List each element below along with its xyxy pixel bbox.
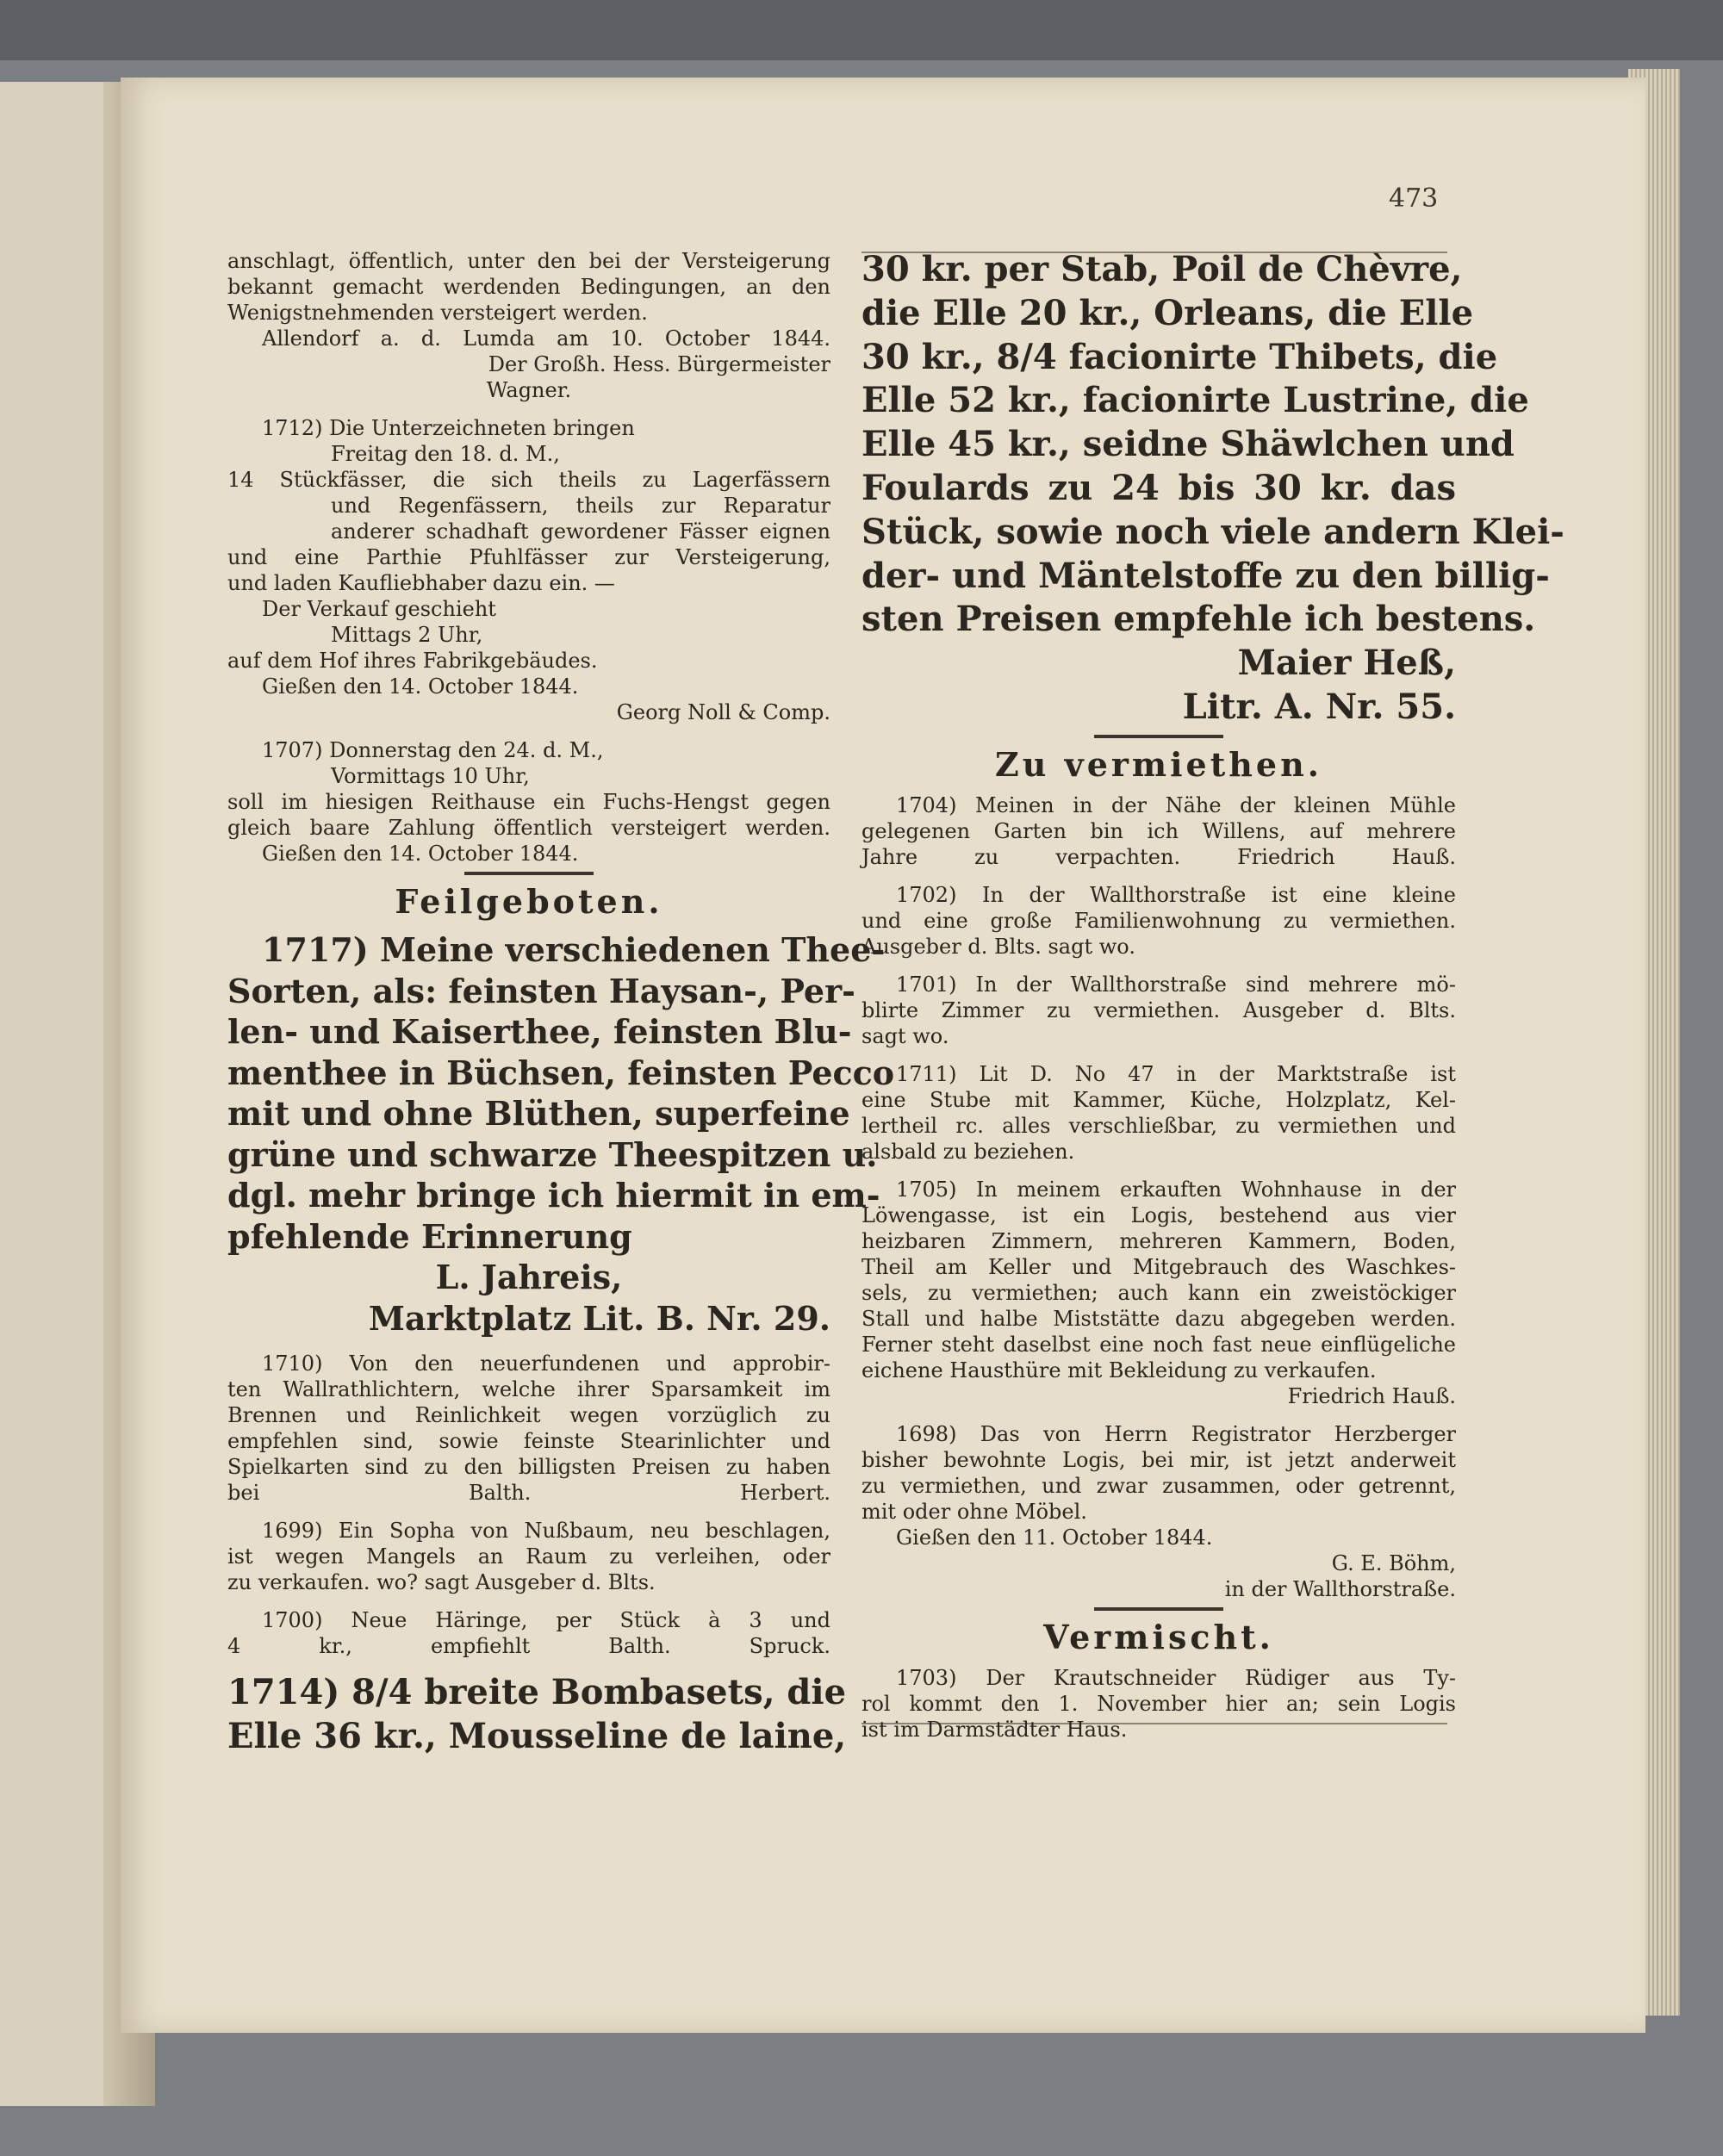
text-line: Theil am Keller und Mitgebrauch des Waschkes-: [862, 1254, 1456, 1279]
text-line: 1705) In meinem erkauften Wohnhause in der: [896, 1177, 1456, 1202]
ad-1707: [227, 737, 830, 867]
text-line: Wenigstnehmenden versteigert werden.: [227, 301, 648, 325]
text-line: Jahre zu verpachten. Friedrich Hauß.: [862, 844, 1456, 869]
text-line: 1702) In der Wallthorstraße ist eine kleine: [896, 882, 1456, 907]
text-line: Sorten, als: feinsten Haysan-, Per-: [227, 971, 855, 1010]
right-column: [862, 248, 1564, 1743]
text-line: Mittags 2 Uhr,: [331, 623, 483, 647]
text-line: 1704) Meinen in der Nähe der kleinen Mühle: [896, 792, 1456, 817]
signature: Georg Noll & Comp.: [616, 700, 830, 724]
text-line: pfehlende Erinnerung: [227, 1216, 632, 1256]
scan-background: [0, 0, 1723, 60]
text-line: 1707) Donnerstag den 24. d. M.,: [262, 738, 604, 762]
text-line: 1717) Meine verschiedenen Thee-: [262, 930, 886, 969]
text-line: heizbaren Zimmern, mehreren Kammern, Boden,: [862, 1228, 1456, 1253]
section-rule: [1094, 735, 1223, 738]
text-line: Vormittags 10 Uhr,: [331, 764, 530, 788]
text-line: ist wegen Mangels an Raum zu verleihen, oder: [227, 1544, 830, 1569]
text-line: alsbald zu beziehen.: [862, 1139, 1075, 1164]
text-line: Brennen und Reinlichkeit wegen vorzüglich zu: [227, 1403, 830, 1427]
text-line: bekannt gemacht werdenden Bedingungen, an den: [227, 275, 830, 299]
signature: Wagner.: [486, 378, 572, 402]
text-line: gleich baare Zahlung öffentlich versteigert werden.: [227, 816, 830, 840]
text-line: Der Verkauf geschieht: [262, 597, 496, 621]
text-line: Stall und halbe Miststätte dazu abgegeben werden.: [862, 1306, 1456, 1331]
ad-1703: [862, 1665, 1456, 1743]
ad-1714-continued: [862, 248, 1564, 730]
text-line: der- und Mäntelstoffe zu den billig-: [862, 555, 1550, 596]
text-line: zu verkaufen. wo? sagt Ausgeber d. Blts.: [227, 1570, 656, 1594]
text-line: Elle 45 kr., seidne Shäwlchen und: [862, 424, 1515, 465]
text-line: Gießen den 11. October 1844.: [896, 1525, 1213, 1550]
text-line: 30 kr., 8/4 facionirte Thibets, die: [862, 336, 1498, 377]
text-line: Löwengasse, ist ein Logis, bestehend aus vier: [862, 1202, 1456, 1227]
address: in der Wallthorstraße.: [1224, 1576, 1456, 1601]
text-line: Gießen den 14. October 1844.: [262, 842, 579, 866]
text-line: Allendorf a. d. Lumda am 10. October 1844.: [262, 326, 830, 351]
ad-1698: [862, 1421, 1456, 1602]
text-line: Der Großh. Hess. Bürgermeister: [488, 352, 830, 376]
ad-1704: [862, 792, 1456, 870]
text-line: und eine große Familienwohnung zu vermiethen.: [862, 908, 1456, 933]
text-line: sagt wo.: [862, 1023, 949, 1048]
text-line: Ferner steht daselbst eine noch fast neue einflügeliche: [862, 1332, 1456, 1357]
text-line: zu vermiethen, und zwar zusammen, oder getrennt,: [862, 1473, 1456, 1498]
text-line: bei Balth. Herbert.: [227, 1481, 830, 1505]
text-line: lertheil rc. alles verschließbar, zu vermiethen und: [862, 1113, 1456, 1138]
text-line: sten Preisen empfehle ich bestens.: [862, 599, 1536, 640]
text-line: 1699) Ein Sopha von Nußbaum, neu beschlagen,: [262, 1519, 830, 1543]
text-line: Foulards zu 24 bis 30 kr. das: [862, 467, 1456, 508]
text-line: 1700) Neue Häringe, per Stück à 3 und: [262, 1608, 830, 1632]
ad-1717: [227, 929, 895, 1339]
text-line: Elle 36 kr., Mousseline de laine,: [227, 1715, 847, 1756]
section-heading-zu-vermiethen: Zu vermiethen.: [995, 744, 1322, 784]
text-line: 14 Stückfässer, die sich theils zu Lagerfässern: [227, 468, 830, 492]
text-line: 1714) 8/4 breite Bombasets, die: [227, 1672, 847, 1712]
ad-1714-start: [227, 1671, 847, 1759]
text-line: grüne und schwarze Theespitzen u.: [227, 1134, 878, 1174]
address: Marktplatz Lit. B. Nr. 29.: [368, 1298, 830, 1338]
text-line: Ausgeber d. Blts. sagt wo.: [862, 934, 1135, 959]
text-line: und Regenfässern, theils zur Reparatur: [331, 494, 830, 518]
text-line: und laden Kaufliebhaber dazu ein. —: [227, 571, 615, 595]
ad-1701: [862, 972, 1456, 1049]
text-line: 4 kr., empfiehlt Balth. Spruck.: [227, 1634, 830, 1658]
text-line: auf dem Hof ihres Fabrikgebäudes.: [227, 649, 598, 673]
ad-1700: [227, 1607, 830, 1659]
text-line: blirte Zimmer zu vermiethen. Ausgeber d. Blts.: [862, 997, 1456, 1022]
text-line: Stück, sowie noch viele andern Klei-: [862, 511, 1564, 552]
text-line: Gießen den 14. October 1844.: [262, 674, 579, 699]
text-line: 1701) In der Wallthorstraße sind mehrere mö-: [896, 972, 1456, 997]
ad-1712: [227, 415, 830, 725]
text-line: eine Stube mit Kammer, Küche, Holzplatz, Kel-: [862, 1087, 1456, 1112]
text-line: empfehlen sind, sowie feinste Stearinlichter und: [227, 1429, 830, 1453]
text-line: die Elle 20 kr., Orleans, die Elle: [862, 292, 1474, 333]
notice-block-intro: [227, 248, 830, 403]
text-line: mit und ohne Blüthen, superfeine: [227, 1094, 850, 1133]
ad-1705: [862, 1177, 1456, 1409]
text-line: rol kommt den 1. November hier an; sein Logis: [862, 1691, 1456, 1716]
signature: Friedrich Hauß.: [1287, 1383, 1456, 1408]
text-line: mit oder ohne Möbel.: [862, 1499, 1087, 1524]
text-line: len- und Kaiserthee, feinsten Blu-: [227, 1012, 852, 1051]
text-line: Spielkarten sind zu den billigsten Preisen zu haben: [227, 1455, 830, 1479]
text-line: eichene Hausthüre mit Bekleidung zu verkaufen.: [862, 1358, 1377, 1382]
signature: G. E. Böhm,: [1331, 1550, 1456, 1575]
text-line: sels, zu vermiethen; auch kann ein zweistöckiger: [862, 1280, 1456, 1305]
ad-1710: [227, 1351, 830, 1506]
text-line: 1711) Lit D. No 47 in der Marktstraße ist: [896, 1061, 1456, 1086]
ad-1711: [862, 1061, 1456, 1165]
section-heading-feilgeboten: Feilgeboten.: [395, 882, 663, 921]
text-line: anderer schadhaft gewordener Fässer eignen: [331, 519, 830, 544]
section-heading-vermischt: Vermischt.: [1043, 1617, 1274, 1656]
text-line: 1703) Der Krautschneider Rüdiger aus Ty-: [896, 1665, 1456, 1690]
left-column: [227, 248, 895, 1759]
text-line: menthee in Büchsen, feinsten Pecco: [227, 1053, 895, 1092]
text-line: ten Wallrathlichtern, welche ihrer Sparsamkeit im: [227, 1377, 830, 1401]
section-rule: [464, 872, 594, 875]
ad-1699: [227, 1518, 830, 1595]
signature: Maier Heß,: [1237, 643, 1456, 684]
ad-1702: [862, 882, 1456, 960]
page-number: 473: [1389, 183, 1439, 214]
text-line: anschlagt, öffentlich, unter den bei der Versteigerung: [227, 249, 830, 273]
text-line: Elle 52 kr., facionirte Lustrine, die: [862, 380, 1529, 421]
section-rule: [1094, 1607, 1223, 1611]
text-line: 1710) Von den neuerfundenen und approbir-: [262, 1351, 830, 1376]
signature: L. Jahreis,: [435, 1258, 623, 1296]
text-line: und eine Parthie Pfuhlfässer zur Versteigerung,: [227, 545, 830, 569]
text-line: dgl. mehr bringe ich hiermit in em-: [227, 1176, 880, 1215]
text-line: gelegenen Garten bin ich Willens, auf mehrere: [862, 818, 1456, 843]
text-line: Freitag den 18. d. M.,: [331, 442, 560, 466]
text-line: soll im hiesigen Reithause ein Fuchs-Hengst gegen: [227, 790, 830, 814]
address: Litr. A. Nr. 55.: [1182, 686, 1456, 727]
text-line: bisher bewohnte Logis, bei mir, ist jetzt anderweit: [862, 1447, 1456, 1472]
text-line: ist im Darmstädter Haus.: [862, 1717, 1128, 1742]
text-line: 1712) Die Unterzeichneten bringen: [262, 416, 635, 440]
text-line: 30 kr. per Stab, Poil de Chèvre,: [862, 249, 1463, 289]
text-line: 1698) Das von Herrn Registrator Herzberger: [896, 1421, 1456, 1446]
